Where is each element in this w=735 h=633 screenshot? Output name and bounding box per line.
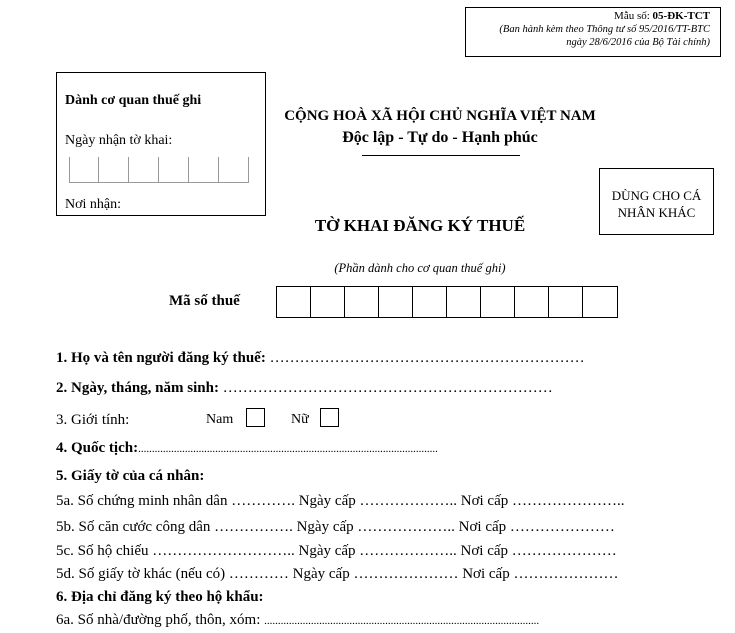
field-id-card[interactable]: 5a. Số chứng minh nhân dân …………. Ngày cấp ……………….. Nơi cấp ………………….. (56, 493, 625, 509)
date-cell[interactable] (189, 157, 219, 183)
field-documents-label: 5. Giấy tờ của cá nhân: (56, 468, 205, 484)
form-title: TỜ KHAI ĐĂNG KÝ THUẾ (314, 216, 526, 235)
tax-office-note: (Phần dành cho cơ quan thuế ghi) (334, 261, 506, 275)
date-cell[interactable] (69, 157, 99, 183)
field-gender-label: 3. Giới tính: (56, 412, 130, 428)
usage-line1: DÙNG CHO CÁ (611, 188, 702, 203)
received-date-label: Ngày nhận tờ khai: (65, 133, 173, 148)
received-place-label: Nơi nhận: (65, 197, 122, 212)
tax-code-cell[interactable] (413, 287, 447, 317)
motto-heading: Độc lập - Tự do - Hạnh phúc (342, 129, 538, 146)
date-cell[interactable] (159, 157, 189, 183)
field-citizen-id[interactable]: 5b. Số căn cước công dân ……………. Ngày cấp ……………….. Nơi cấp ………………… (56, 519, 615, 535)
form-issued-line1: (Ban hành kèm theo Thông tư số 95/2016/TT-BTC (499, 24, 710, 35)
form-code (466, 10, 710, 23)
field-other-document[interactable]: 5d. Số giấy tờ khác (nếu có) ………… Ngày cấp ………………… Nơi cấp ………………… (56, 566, 619, 582)
tax-code-cell[interactable] (277, 287, 311, 317)
date-cell[interactable] (129, 157, 159, 183)
field-documents-heading (56, 468, 204, 485)
field-full-name (56, 350, 585, 367)
field-birth-date-input[interactable]: ………………………………………………………… (222, 380, 553, 396)
tax-code-cell[interactable] (379, 287, 413, 317)
date-cell[interactable] (219, 157, 249, 183)
form-code-value: 05-ĐK-TCT (652, 10, 710, 22)
field-full-name-input[interactable]: ……………………………………………………… (269, 350, 585, 366)
field-street-label: 6a. Số nhà/đường phố, thôn, xóm: (56, 612, 265, 628)
gender-male-checkbox[interactable] (246, 408, 265, 427)
field-address-label: 6. Địa chỉ đăng ký theo hộ khẩu: (56, 589, 264, 605)
tax-code-cell[interactable] (311, 287, 345, 317)
field-birth-date-label: 2. Ngày, tháng, năm sinh: (56, 380, 223, 396)
form-code-label: Mẫu số: (614, 10, 653, 22)
tax-code-cell[interactable] (549, 287, 583, 317)
tax-office-box (56, 72, 266, 216)
field-birth-date (56, 380, 553, 397)
tax-office-title: Dành cơ quan thuế ghi (65, 93, 202, 108)
field-nationality-label: 4. Quốc tịch: (56, 440, 139, 456)
field-street-input[interactable]: .................................................................................................... (264, 615, 540, 627)
date-cell[interactable] (99, 157, 129, 183)
motto-underline (362, 155, 520, 156)
field-street (56, 612, 539, 629)
nation-heading: CỘNG HOÀ XÃ HỘI CHỦ NGHĨA VIỆT NAM (284, 108, 596, 124)
tax-code-cell[interactable] (515, 287, 549, 317)
gender-female-checkbox[interactable] (320, 408, 339, 427)
field-address-heading (56, 589, 264, 606)
field-nationality-input[interactable]: ............................................................................................................. (138, 443, 438, 455)
gender-male-label: Nam (206, 412, 234, 427)
tax-code-label: Mã số thuế (169, 293, 240, 309)
form-code-box (465, 7, 721, 57)
tax-code-cells[interactable] (276, 286, 618, 318)
tax-code-cell[interactable] (481, 287, 515, 317)
field-passport[interactable]: 5c. Số hộ chiếu ……………………….. Ngày cấp ……………….. Nơi cấp ………………… (56, 543, 617, 559)
received-date-cells[interactable] (69, 157, 249, 183)
field-nationality (56, 440, 438, 457)
gender-female-label: Nữ (291, 412, 309, 427)
field-full-name-label: 1. Họ và tên người đăng ký thuế: (56, 350, 270, 366)
tax-code-cell[interactable] (447, 287, 481, 317)
tax-code-cell[interactable] (583, 287, 617, 317)
form-issued-line2: ngày 28/6/2016 của Bộ Tài chính) (566, 37, 710, 48)
usage-line2: NHÂN KHÁC (617, 205, 696, 220)
tax-code-cell[interactable] (345, 287, 379, 317)
